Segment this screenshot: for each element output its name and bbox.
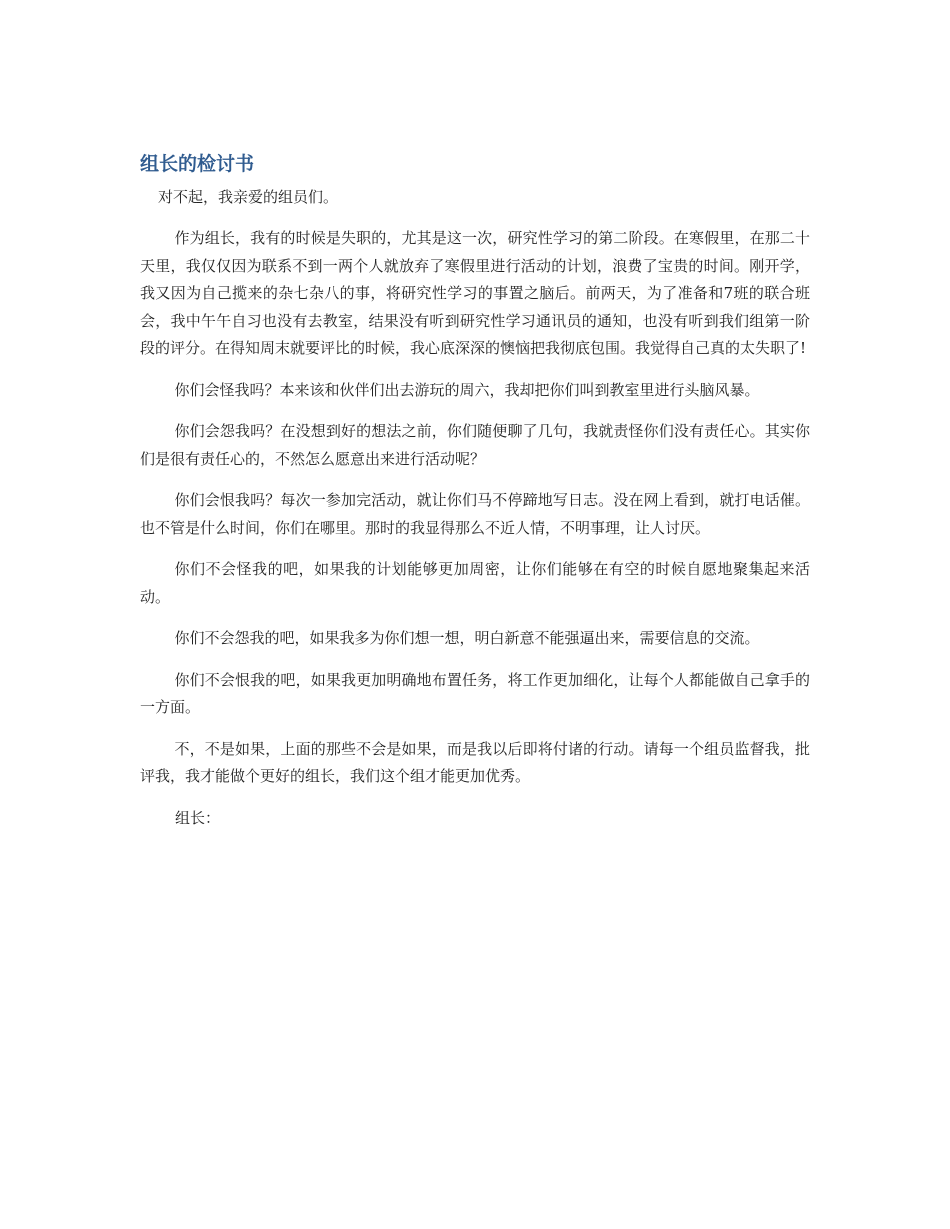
- paragraph-3: 你们会怨我吗？在没想到好的想法之前，你们随便聊了几句，我就责怪你们没有责任心。其实你们是很有责任心的，不然怎么愿意出来进行活动呢？: [140, 422, 810, 468]
- salutation: 对不起，我亲爱的组员们。: [158, 188, 339, 206]
- paragraph-6: 你们不会怨我的吧，如果我多为你们想一想，明白新意不能强逼出来，需要信息的交流。: [174, 629, 760, 647]
- document-body: [140, 150, 810, 832]
- document-title: 组长的检讨书: [140, 153, 255, 175]
- paragraph-5: 你们不会怪我的吧，如果我的计划能够更加周密，让你们能够在有空的时候自愿地聚集起来活动。: [140, 560, 810, 606]
- signature-line: 组长：: [175, 808, 221, 827]
- paragraph-4: 你们会恨我吗？每次一参加完活动，就让你们马不停蹄地写日志。没在网上看到，就打电话催。也不管是什么时间，你们在哪里。那时的我显得那么不近人情，不明事理，让人讨厌。: [140, 491, 810, 537]
- paragraph-1: 作为组长，我有的时候是失职的，尤其是这一次，研究性学习的第二阶段。在寒假里，在那二十天里，我仅仅因为联系不到一两个人就放弃了寒假里进行活动的计划，浪费了宝贵的时间。刚开学，我又因为自己揽来的杂七杂八的事，将研究性学习的事置之脑后。前两天，为了准备和7班的联合班会，我中午午自习也没有去教室，结果没有听到研究性学习通讯员的通知，也没有听到我们组第一阶段的评分。在得知周末就要评比的时候，我心底深深的懊恼把我彻底包围。我觉得自己真的太失职了!: [140, 229, 810, 357]
- paragraph-8: 不，不是如果，上面的那些不会是如果，而是我以后即将付诸的行动。请每一个组员监督我，批评我，我才能做个更好的组长，我们这个组才能更加优秀。: [140, 739, 810, 785]
- paragraph-2: 你们会怪我吗？本来该和伙伴们出去游玩的周六，我却把你们叫到教室里进行头脑风暴。: [174, 380, 760, 399]
- paragraph-7: 你们不会恨我的吧，如果我更加明确地布置任务，将工作更加细化，让每个人都能做自己拿手的一方面。: [140, 670, 810, 716]
